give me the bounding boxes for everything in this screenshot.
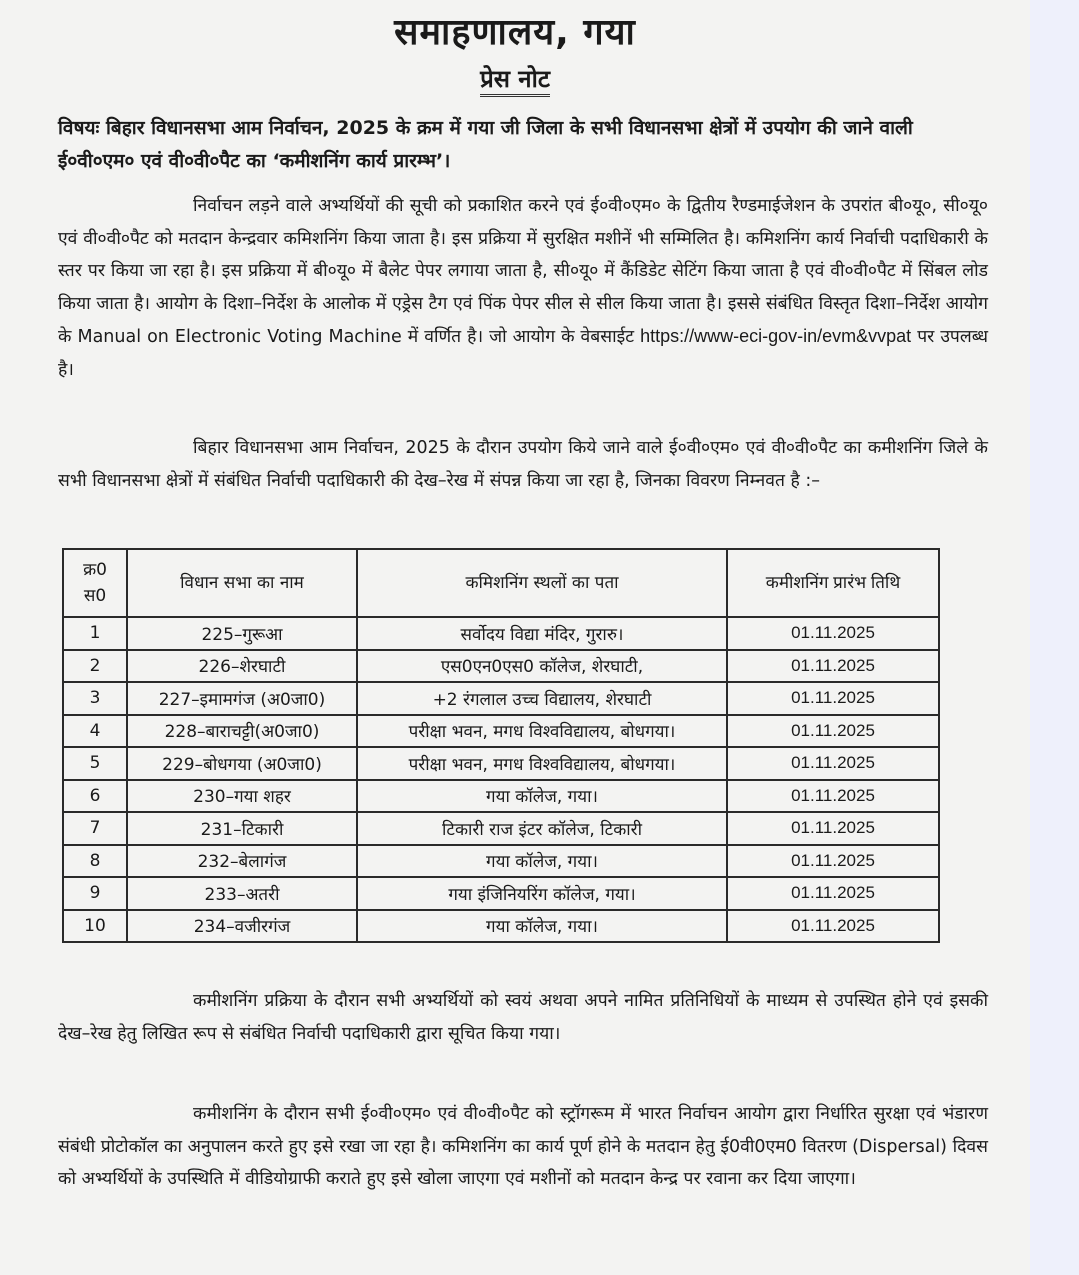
venue-cell: परीक्षा भवन, मगध विश्वविद्यालय, बोधगया। — [357, 747, 727, 780]
paragraph4-text: कमीशनिंग के दौरान सभी ई०वी०एम० एवं वी०वी०पैट को स्ट्रॉगरूम में भारत निर्वाचन आयोग द्वारा निर्धारित सुरक्षा एवं भंडारण संबंधी प्रोटोकॉल का अनुपालन करते हुए इसे रखा जा रहा है। कमिशनिंग का कार्य पूर्ण होने के मतदान हेतु ई0वी0एम0 वितरण (Dispersal) दिवस को अभ्यर्थियों के उपस्थिति में वीडियोग्राफी कराते हुए इसे खोला जाएगा एवं मशीनों को मतदान केन्द्र पर रवाना कर दिया जाएगा। — [58, 1104, 988, 1189]
serial-cell: 3 — [63, 682, 127, 715]
constituency-cell: 230–गया शहर — [127, 780, 357, 813]
date-cell: 01.11.2025 — [727, 812, 939, 845]
date-cell: 01.11.2025 — [727, 747, 939, 780]
constituency-cell: 234–वजीरगंज — [127, 910, 357, 943]
venue-cell: सर्वोदय विद्या मंदिर, गुरारु। — [357, 617, 727, 650]
constituency-cell: 227–इमामगंज (अ0जा0) — [127, 682, 357, 715]
serial-cell: 5 — [63, 747, 127, 780]
constituency-cell: 233–अतरी — [127, 877, 357, 910]
serial-cell: 9 — [63, 877, 127, 910]
table-row — [63, 812, 939, 845]
press-note-label: प्रेस नोट — [480, 65, 550, 97]
table-row — [63, 617, 939, 650]
commissioning-schedule-table — [62, 548, 940, 943]
constituency-cell: 228–बाराचट्टी(अ0जा0) — [127, 715, 357, 748]
serial-cell: 8 — [63, 845, 127, 878]
venue-cell: गया इंजिनियरिंग कॉलेज, गया। — [357, 877, 727, 910]
date-cell: 01.11.2025 — [727, 877, 939, 910]
table-row — [63, 682, 939, 715]
constituency-cell: 229–बोधगया (अ0जा0) — [127, 747, 357, 780]
subject-line: विषयः बिहार विधानसभा आम निर्वाचन, 2025 के क्रम में गया जी जिला के सभी विधानसभा क्षेत्रों में उपयोग की जाने वाली ई०वी०एम० एवं वी०वी०पैट का ‘कमीशनिंग कार्य प्रारम्भ’। — [58, 117, 913, 172]
venue-cell: गया कॉलेज, गया। — [357, 910, 727, 943]
paragraph-commissioning-details — [58, 432, 988, 497]
date-cell: 01.11.2025 — [727, 617, 939, 650]
paragraph1-text: निर्वाचन लड़ने वाले अभ्यर्थियों की सूची को प्रकाशित करने एवं ई०वी०एम० के द्वितीय रैण्डमाईजेशन के उपरांत बी०यू०, सी०यू० एवं वी०वी०पैट को मतदान केन्द्रवार कमिशनिंग किया जाता है। इस प्रक्रिया में सुरक्षित मशीनें भी सम्मिलित है। कमिशनिंग कार्य निर्वाची पदाधिकारी के स्तर पर किया जा रहा है। इस प्रक्रिया में बी०यू० में बैलेट पेपर लगाया जाता है, सी०यू० में कैंडिडेट सेटिंग किया जाता है एवं वी०वी०पैट में सिंबल लोड किया जाता है। आयोग के दिशा–निर्देश के आलोक में एड्रेस टैग एवं पिंक पेपर सील से सील किया जाता है। इससे संबंधित विस्तृत दिशा–निर्देश आयोग के Manual on Electronic Voting Machine में वर्णित है। जो आयोग के वेबसाईट — [58, 196, 988, 347]
paragraph-strongroom — [58, 1098, 988, 1196]
venue-cell: टिकारी राज इंटर कॉलेज, टिकारी — [357, 812, 727, 845]
constituency-cell: 231–टिकारी — [127, 812, 357, 845]
paragraph-candidate-presence — [58, 985, 988, 1050]
serial-cell: 7 — [63, 812, 127, 845]
paragraph2-text: बिहार विधानसभा आम निर्वाचन, 2025 के दौरान उपयोग किये जाने वाले ई०वी०एम० एवं वी०वी०पैट का कमीशनिंग जिले के सभी विधानसभा क्षेत्रों में संबंधित निर्वाची पदाधिकारी की देख–रेख में संपन्न किया जा रहा है, जिनका विवरण निम्नवत है :– — [58, 438, 988, 491]
paragraph-commissioning-process — [58, 190, 988, 386]
press-note-heading — [0, 62, 1030, 95]
office-title: समाहणालय, गया — [394, 12, 636, 53]
venue-cell: एस0एन0एस0 कॉलेज, शेरघाटी, — [357, 650, 727, 683]
table-row — [63, 780, 939, 813]
serial-cell: 10 — [63, 910, 127, 943]
serial-cell: 1 — [63, 617, 127, 650]
table-row — [63, 845, 939, 878]
header-venue: कमिशनिंग स्थलों का पता — [357, 549, 727, 617]
serial-cell: 6 — [63, 780, 127, 813]
table-row — [63, 910, 939, 943]
date-cell: 01.11.2025 — [727, 910, 939, 943]
date-cell: 01.11.2025 — [727, 845, 939, 878]
serial-cell: 4 — [63, 715, 127, 748]
date-cell: 01.11.2025 — [727, 650, 939, 683]
date-cell: 01.11.2025 — [727, 682, 939, 715]
paragraph1-end: पर उपलब्ध है। — [58, 327, 988, 380]
venue-cell: गया कॉलेज, गया। — [357, 845, 727, 878]
constituency-cell: 232–बेलागंज — [127, 845, 357, 878]
table-row — [63, 650, 939, 683]
constituency-cell: 225–गुरूआ — [127, 617, 357, 650]
header-constituency: विधान सभा का नाम — [127, 549, 357, 617]
venue-cell: परीक्षा भवन, मगध विश्वविद्यालय, बोधगया। — [357, 715, 727, 748]
header-serial: क्र0 स0 — [63, 549, 127, 617]
table-row — [63, 877, 939, 910]
date-cell: 01.11.2025 — [727, 780, 939, 813]
table-row — [63, 747, 939, 780]
venue-cell: +2 रंगलाल उच्च विद्यालय, शेरघाटी — [357, 682, 727, 715]
header-start-date: कमीशनिंग प्रारंभ तिथि — [727, 549, 939, 617]
constituency-cell: 226–शेरघाटी — [127, 650, 357, 683]
serial-cell: 2 — [63, 650, 127, 683]
paragraph3-text: कमीशनिंग प्रक्रिया के दौरान सभी अभ्यर्थियों को स्वयं अथवा अपने नामित प्रतिनिधियों के माध्यम से उपस्थित होने एवं इसकी देख–रेख हेतु लिखित रूप से संबंधित निर्वाची पदाधिकारी द्वारा सूचित किया गया। — [58, 991, 988, 1044]
eci-website-link[interactable]: https://www-eci-gov-in/evm&vvpat — [640, 326, 912, 346]
venue-cell: गया कॉलेज, गया। — [357, 780, 727, 813]
date-cell: 01.11.2025 — [727, 715, 939, 748]
table-row — [63, 715, 939, 748]
table-header-row — [63, 549, 939, 617]
